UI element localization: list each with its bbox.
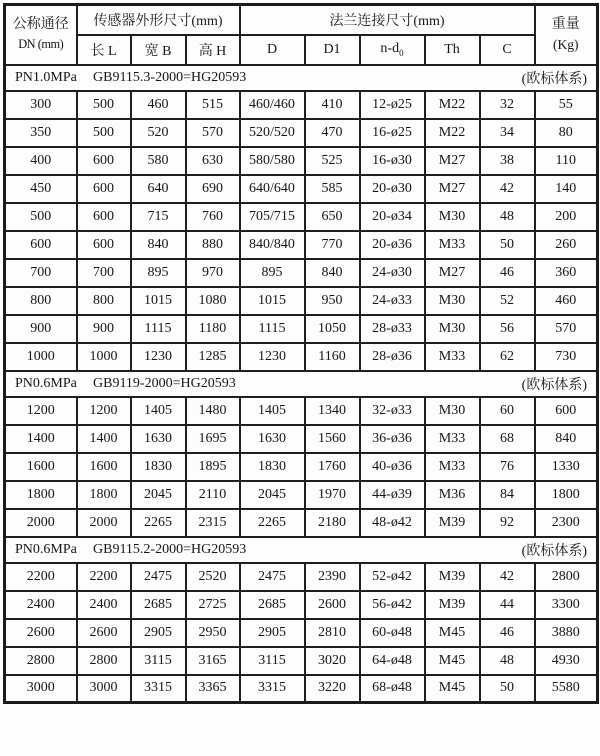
table-cell: 16-ø30 xyxy=(360,147,425,175)
header-weight-title: 重量 xyxy=(551,16,580,32)
table-cell: M36 xyxy=(425,481,480,509)
table-cell: 640 xyxy=(131,175,186,203)
table-cell: 2000 xyxy=(5,509,77,537)
table-cell: 2600 xyxy=(5,619,77,647)
table-cell: 2400 xyxy=(5,591,77,619)
table-cell: M45 xyxy=(425,619,480,647)
table-cell: 80 xyxy=(535,119,598,147)
table-cell: 32 xyxy=(480,91,535,119)
table-row xyxy=(5,425,598,453)
table-cell: 60-ø48 xyxy=(360,619,425,647)
table-row xyxy=(5,175,598,203)
header-weight xyxy=(535,5,598,65)
header-col-label: C xyxy=(502,41,512,57)
table-cell: 50 xyxy=(480,675,535,703)
table-cell: 700 xyxy=(77,259,131,287)
table-cell: 880 xyxy=(186,231,240,259)
table-cell: 46 xyxy=(480,619,535,647)
section-cell xyxy=(5,537,598,563)
header-col-width xyxy=(131,35,186,65)
table-cell: 840 xyxy=(305,259,360,287)
table-cell: 3020 xyxy=(305,647,360,675)
table-cell: 2300 xyxy=(535,509,598,537)
table-cell: 2045 xyxy=(240,481,305,509)
table-cell: 2110 xyxy=(186,481,240,509)
table-cell: M30 xyxy=(425,397,480,425)
table-cell: 580 xyxy=(131,147,186,175)
table-cell: 76 xyxy=(480,453,535,481)
header-dn-unit: DN (mm) xyxy=(18,36,64,52)
table-cell: 52 xyxy=(480,287,535,315)
table-cell: 705/715 xyxy=(240,203,305,231)
table-cell: 1695 xyxy=(186,425,240,453)
table-cell: 36-ø36 xyxy=(360,425,425,453)
table-cell: 800 xyxy=(5,287,77,315)
table-cell: M27 xyxy=(425,259,480,287)
table-cell: 585 xyxy=(305,175,360,203)
table-cell: 68-ø48 xyxy=(360,675,425,703)
table-cell: M27 xyxy=(425,175,480,203)
table-cell: 300 xyxy=(5,91,77,119)
table-cell: 460/460 xyxy=(240,91,305,119)
table-cell: 2200 xyxy=(5,563,77,591)
table-cell: 2685 xyxy=(131,591,186,619)
header-dn-title: 公称通径 xyxy=(12,17,69,33)
table-cell: 4930 xyxy=(535,647,598,675)
table-cell: 1330 xyxy=(535,453,598,481)
table-cell: 2315 xyxy=(186,509,240,537)
table-cell: 2475 xyxy=(131,563,186,591)
table-row xyxy=(5,481,598,509)
table-cell: 1600 xyxy=(5,453,77,481)
table-row xyxy=(5,147,598,175)
table-cell: 1285 xyxy=(186,343,240,371)
table-cell: 2265 xyxy=(131,509,186,537)
table-cell: 1830 xyxy=(131,453,186,481)
header-col-label: D1 xyxy=(323,41,341,57)
table-cell: 50 xyxy=(480,231,535,259)
table-cell: 1800 xyxy=(77,481,131,509)
table-cell: 600 xyxy=(77,203,131,231)
table-cell: 3000 xyxy=(5,675,77,703)
table-cell: 48-ø42 xyxy=(360,509,425,537)
table-cell: 715 xyxy=(131,203,186,231)
table-cell: M33 xyxy=(425,231,480,259)
table-cell: 1160 xyxy=(305,343,360,371)
table-cell: 62 xyxy=(480,343,535,371)
header-col-label-sub: 0 xyxy=(399,47,404,58)
header-col-label: Th xyxy=(444,41,460,57)
table-cell: 48 xyxy=(480,647,535,675)
table-cell: 1115 xyxy=(131,315,186,343)
table-body xyxy=(5,65,598,703)
section-row xyxy=(5,371,598,397)
table-cell: M30 xyxy=(425,315,480,343)
table-cell: 92 xyxy=(480,509,535,537)
table-cell: 630 xyxy=(186,147,240,175)
table-cell: 3365 xyxy=(186,675,240,703)
table-cell: 470 xyxy=(305,119,360,147)
table-cell: 690 xyxy=(186,175,240,203)
table-cell: 2520 xyxy=(186,563,240,591)
table-cell: 2685 xyxy=(240,591,305,619)
table-cell: 20-ø34 xyxy=(360,203,425,231)
table-cell: 200 xyxy=(535,203,598,231)
table-cell: 24-ø33 xyxy=(360,287,425,315)
table-cell: M30 xyxy=(425,287,480,315)
table-cell: 5580 xyxy=(535,675,598,703)
table-cell: 3315 xyxy=(240,675,305,703)
spec-table xyxy=(3,3,599,704)
table-cell: 2810 xyxy=(305,619,360,647)
table-cell: M30 xyxy=(425,203,480,231)
header-col-d xyxy=(240,35,305,65)
table-cell: 38 xyxy=(480,147,535,175)
table-cell: 1200 xyxy=(5,397,77,425)
table-cell: 68 xyxy=(480,425,535,453)
table-cell: 770 xyxy=(305,231,360,259)
table-cell: M27 xyxy=(425,147,480,175)
table-cell: 3000 xyxy=(77,675,131,703)
table-row xyxy=(5,343,598,371)
table-header xyxy=(5,5,598,65)
table-cell: 1970 xyxy=(305,481,360,509)
header-row-1 xyxy=(5,5,598,35)
section-standard-label: GB9115.2-2000=HG20593 xyxy=(93,541,247,557)
table-row xyxy=(5,259,598,287)
table-cell: 950 xyxy=(305,287,360,315)
table-cell: 1895 xyxy=(186,453,240,481)
table-cell: 1400 xyxy=(5,425,77,453)
table-cell: 55 xyxy=(535,91,598,119)
table-cell: 640/640 xyxy=(240,175,305,203)
table-cell: 60 xyxy=(480,397,535,425)
table-cell: 1080 xyxy=(186,287,240,315)
section-row xyxy=(5,65,598,91)
table-cell: 56 xyxy=(480,315,535,343)
table-cell: 140 xyxy=(535,175,598,203)
table-cell: 12-ø25 xyxy=(360,91,425,119)
table-cell: M39 xyxy=(425,509,480,537)
table-cell: 1000 xyxy=(77,343,131,371)
table-cell: 2265 xyxy=(240,509,305,537)
table-cell: 650 xyxy=(305,203,360,231)
table-row xyxy=(5,287,598,315)
table-cell: 2200 xyxy=(77,563,131,591)
table-cell: 1760 xyxy=(305,453,360,481)
table-cell: 360 xyxy=(535,259,598,287)
table-cell: 840 xyxy=(535,425,598,453)
header-flange-group: 法兰连接尺寸(mm) xyxy=(240,5,535,35)
table-row xyxy=(5,203,598,231)
table-cell: 84 xyxy=(480,481,535,509)
table-cell: 1405 xyxy=(240,397,305,425)
header-col-label: 高 H xyxy=(198,43,227,59)
section-pressure-label: PN0.6MPa xyxy=(15,375,77,391)
table-cell: 1000 xyxy=(5,343,77,371)
table-cell: 48 xyxy=(480,203,535,231)
table-row xyxy=(5,563,598,591)
table-row xyxy=(5,619,598,647)
header-col-label: 长 L xyxy=(90,43,117,59)
table-cell: 1230 xyxy=(240,343,305,371)
header-col-height xyxy=(186,35,240,65)
table-cell: 28-ø36 xyxy=(360,343,425,371)
table-cell: 2600 xyxy=(305,591,360,619)
table-cell: 1015 xyxy=(240,287,305,315)
table-row xyxy=(5,509,598,537)
table-cell: M45 xyxy=(425,675,480,703)
section-pressure-label: PN0.6MPa xyxy=(15,541,77,557)
section-system-label: (欧标体系) xyxy=(521,71,587,87)
table-cell: 1340 xyxy=(305,397,360,425)
table-cell: 42 xyxy=(480,563,535,591)
table-cell: 1115 xyxy=(240,315,305,343)
table-cell: 600 xyxy=(77,175,131,203)
table-cell: 1600 xyxy=(77,453,131,481)
table-row xyxy=(5,647,598,675)
table-cell: 410 xyxy=(305,91,360,119)
table-cell: 970 xyxy=(186,259,240,287)
table-cell: 570 xyxy=(535,315,598,343)
table-cell: 600 xyxy=(77,147,131,175)
table-cell: 1180 xyxy=(186,315,240,343)
table-cell: 450 xyxy=(5,175,77,203)
table-cell: 1015 xyxy=(131,287,186,315)
table-cell: 1050 xyxy=(305,315,360,343)
header-col-label: n-d xyxy=(380,41,400,57)
section-row xyxy=(5,537,598,563)
table-row xyxy=(5,453,598,481)
table-cell: M39 xyxy=(425,591,480,619)
table-cell: 500 xyxy=(5,203,77,231)
table-cell: 520 xyxy=(131,119,186,147)
header-col-d1 xyxy=(305,35,360,65)
table-cell: 1800 xyxy=(535,481,598,509)
table-cell: 600 xyxy=(5,231,77,259)
table-cell: 2725 xyxy=(186,591,240,619)
table-cell: 400 xyxy=(5,147,77,175)
table-cell: 52-ø42 xyxy=(360,563,425,591)
table-row xyxy=(5,315,598,343)
section-standard-label: GB9119-2000=HG20593 xyxy=(93,375,236,391)
table-cell: 1230 xyxy=(131,343,186,371)
header-dn xyxy=(5,5,77,65)
table-cell: 20-ø30 xyxy=(360,175,425,203)
table-cell: 570 xyxy=(186,119,240,147)
section-system-label: (欧标体系) xyxy=(521,543,587,559)
table-cell: 3115 xyxy=(131,647,186,675)
table-cell: 2800 xyxy=(535,563,598,591)
table-cell: 900 xyxy=(5,315,77,343)
table-row xyxy=(5,231,598,259)
table-cell: 2800 xyxy=(5,647,77,675)
table-cell: 840 xyxy=(131,231,186,259)
section-cell xyxy=(5,371,598,397)
table-cell: 895 xyxy=(131,259,186,287)
table-cell: M45 xyxy=(425,647,480,675)
table-cell: 730 xyxy=(535,343,598,371)
table-cell: 1630 xyxy=(240,425,305,453)
table-cell: 46 xyxy=(480,259,535,287)
table-cell: 515 xyxy=(186,91,240,119)
table-cell: 460 xyxy=(131,91,186,119)
table-cell: 1630 xyxy=(131,425,186,453)
header-row-2 xyxy=(5,35,598,65)
table-cell: 2400 xyxy=(77,591,131,619)
table-cell: 1800 xyxy=(5,481,77,509)
table-cell: 28-ø33 xyxy=(360,315,425,343)
table-row xyxy=(5,397,598,425)
table-cell: 3115 xyxy=(240,647,305,675)
table-cell: 580/580 xyxy=(240,147,305,175)
table-cell: 3220 xyxy=(305,675,360,703)
section-label-group xyxy=(6,68,596,88)
table-row xyxy=(5,91,598,119)
section-system-label: (欧标体系) xyxy=(521,377,587,393)
table-cell: 2390 xyxy=(305,563,360,591)
table-cell: 2475 xyxy=(240,563,305,591)
table-cell: M22 xyxy=(425,119,480,147)
table-cell: 260 xyxy=(535,231,598,259)
table-cell: 40-ø36 xyxy=(360,453,425,481)
table-cell: 3315 xyxy=(131,675,186,703)
header-sensor-group: 传感器外形尺寸(mm) xyxy=(77,5,240,35)
table-cell: M33 xyxy=(425,453,480,481)
table-cell: 56-ø42 xyxy=(360,591,425,619)
table-cell: M22 xyxy=(425,91,480,119)
table-row xyxy=(5,675,598,703)
table-cell: 3165 xyxy=(186,647,240,675)
table-cell: 500 xyxy=(77,91,131,119)
header-weight-unit: (Kg) xyxy=(553,37,579,53)
table-cell: 1200 xyxy=(77,397,131,425)
table-cell: 2800 xyxy=(77,647,131,675)
table-cell: 840/840 xyxy=(240,231,305,259)
table-cell: 760 xyxy=(186,203,240,231)
table-cell: 20-ø36 xyxy=(360,231,425,259)
table-cell: 2905 xyxy=(240,619,305,647)
table-cell: 44-ø39 xyxy=(360,481,425,509)
table-cell: 700 xyxy=(5,259,77,287)
table-cell: 900 xyxy=(77,315,131,343)
table-row xyxy=(5,119,598,147)
table-cell: 1480 xyxy=(186,397,240,425)
table-cell: 32-ø33 xyxy=(360,397,425,425)
section-cell xyxy=(5,65,598,91)
section-pressure-label: PN1.0MPa xyxy=(15,69,77,85)
table-cell: 2905 xyxy=(131,619,186,647)
table-cell: 2950 xyxy=(186,619,240,647)
table-cell: 500 xyxy=(77,119,131,147)
table-cell: 600 xyxy=(77,231,131,259)
table-cell: 520/520 xyxy=(240,119,305,147)
header-col-th xyxy=(425,35,480,65)
header-col-label: 宽 B xyxy=(144,43,172,59)
table-cell: M39 xyxy=(425,563,480,591)
table-cell: 110 xyxy=(535,147,598,175)
table-cell: 1560 xyxy=(305,425,360,453)
table-cell: 1400 xyxy=(77,425,131,453)
table-cell: 1405 xyxy=(131,397,186,425)
table-cell: 16-ø25 xyxy=(360,119,425,147)
table-cell: 350 xyxy=(5,119,77,147)
header-col-c xyxy=(480,35,535,65)
section-standard-label: GB9115.3-2000=HG20593 xyxy=(93,69,247,85)
header-col-length xyxy=(77,35,131,65)
table-cell: 64-ø48 xyxy=(360,647,425,675)
table-cell: 1830 xyxy=(240,453,305,481)
table-cell: 44 xyxy=(480,591,535,619)
section-label-group xyxy=(6,540,596,560)
table-cell: 460 xyxy=(535,287,598,315)
table-cell: 2000 xyxy=(77,509,131,537)
section-label-group xyxy=(6,374,596,394)
table-cell: 2045 xyxy=(131,481,186,509)
table-cell: 525 xyxy=(305,147,360,175)
table-cell: 895 xyxy=(240,259,305,287)
table-cell: 2180 xyxy=(305,509,360,537)
table-cell: M33 xyxy=(425,425,480,453)
table-cell: 3880 xyxy=(535,619,598,647)
table-cell: 800 xyxy=(77,287,131,315)
table-cell: 3300 xyxy=(535,591,598,619)
table-cell: 42 xyxy=(480,175,535,203)
table-cell: 2600 xyxy=(77,619,131,647)
table-cell: 24-ø30 xyxy=(360,259,425,287)
header-col-nd0 xyxy=(360,35,425,65)
table-row xyxy=(5,591,598,619)
header-col-label: D xyxy=(266,41,278,57)
table-cell: M33 xyxy=(425,343,480,371)
table-cell: 34 xyxy=(480,119,535,147)
table-cell: 600 xyxy=(535,397,598,425)
